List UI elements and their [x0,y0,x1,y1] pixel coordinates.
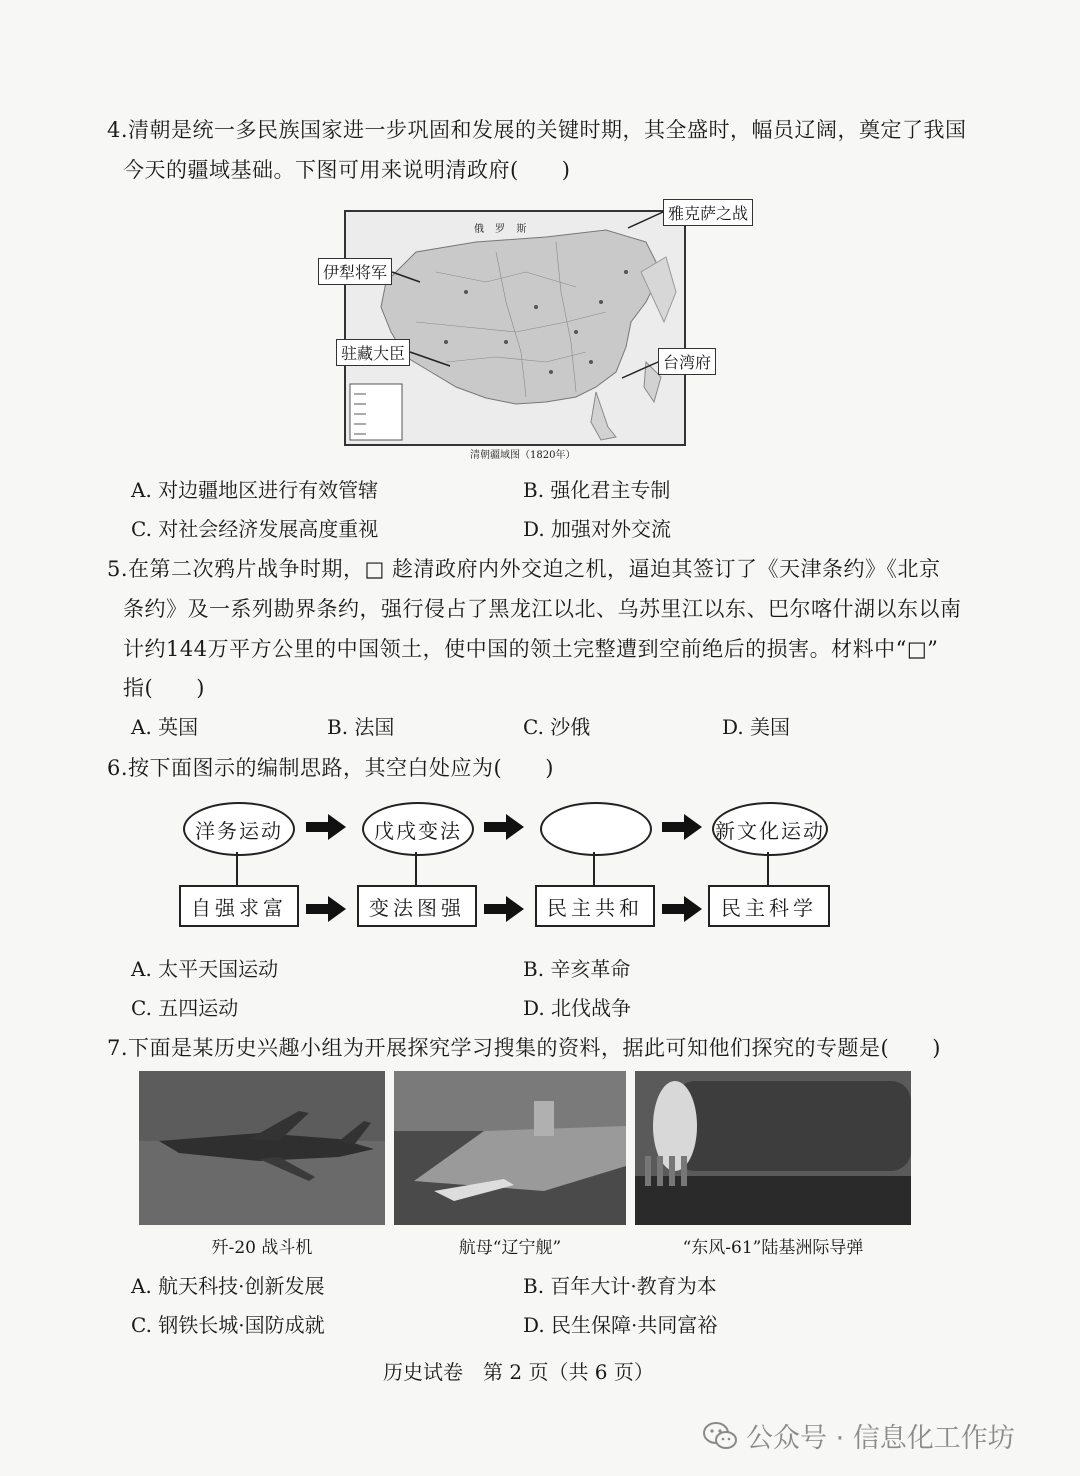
photo-j20-fighter [139,1071,385,1225]
flow-oval-2: 戊戌变法 [362,802,474,856]
q5-stem-line4: 指( ) [123,676,205,700]
q7-option-a[interactable]: A. 航天科技·创新发展 [131,1274,325,1298]
map-label-taiwan: 台湾府 [658,348,716,375]
q4-option-b[interactable]: B. 强化君主专制 [523,478,671,502]
q5-option-d[interactable]: D. 美国 [722,715,791,739]
map-pointer-lines [0,0,1080,470]
q4-stem-line1: 4.清朝是统一多民族国家进一步巩固和发展的关键时期，其全盛时，幅员辽阔，奠定了我国 [107,118,967,142]
watermark [702,1416,1015,1455]
watermark-text: 公众号 · 信息化工作坊 [746,1423,1015,1454]
flow-arrows [0,790,1080,940]
q6-option-a[interactable]: A. 太平天国运动 [131,957,279,981]
q5-stem-line2: 条约》及一系列勘界条约，强行侵占了黑龙江以北、乌苏里江以东、巴尔喀什湖以东以南 [123,597,962,621]
q5-stem-line1: 5.在第二次鸦片战争时期，□ 趁清政府内外交迫之机，逼迫其签订了《天津条约》《北京 [107,557,941,581]
flow-oval-1: 洋务运动 [183,802,295,856]
page-footer: 历史试卷 第 2 页（共 6 页） [383,1360,654,1384]
arrow-right-icon [662,896,702,922]
caption-df61: “东风-61”陆基洲际导弹 [682,1238,864,1258]
map-label-tibet: 驻藏大臣 [336,339,410,366]
arrow-right-icon [306,814,346,840]
q5-option-c[interactable]: C. 沙俄 [523,715,591,739]
flow-box-2: 变法图强 [357,885,477,927]
map-label-ili: 伊犁将军 [318,258,392,285]
q4-option-a[interactable]: A. 对边疆地区进行有效管辖 [131,478,379,502]
q7-option-d[interactable]: D. 民生保障·共同富裕 [523,1313,718,1337]
flow-box-4: 民主科学 [708,885,830,927]
q4-stem-line2: 今天的疆域基础。下图可用来说明清政府( ) [123,158,571,182]
caption-liaoning: 航母“辽宁舰” [458,1238,562,1258]
q4-option-d[interactable]: D. 加强对外交流 [523,517,672,541]
q5-option-b[interactable]: B. 法国 [327,715,395,739]
q7-option-c[interactable]: C. 钢铁长城·国防成就 [131,1313,325,1337]
photo-df61-missile [635,1071,911,1225]
q5-option-a[interactable]: A. 英国 [131,715,199,739]
arrow-right-icon [484,896,524,922]
q6-option-c[interactable]: C. 五四运动 [131,996,239,1020]
q4-option-c[interactable]: C. 对社会经济发展高度重视 [131,517,379,541]
map-caption: 清朝疆域图（1820年） [470,450,576,461]
arrow-right-icon [484,814,524,840]
caption-j20: 歼-20 战斗机 [211,1238,313,1258]
arrow-right-icon [306,896,346,922]
q7-option-b[interactable]: B. 百年大计·教育为本 [523,1274,717,1298]
photo-liaoning-carrier [394,1071,626,1225]
wechat-icon [702,1421,738,1451]
q7-stem: 7.下面是某历史兴趣小组为开展探究学习搜集的资料，据此可知他们探究的专题是( ) [107,1036,941,1060]
flow-box-1: 自强求富 [179,885,299,927]
q6-option-b[interactable]: B. 辛亥革命 [523,957,631,981]
flow-oval-4: 新文化运动 [712,802,828,856]
arrow-right-icon [662,814,702,840]
flow-box-3: 民主共和 [535,885,655,927]
q6-option-d[interactable]: D. 北伐战争 [523,996,632,1020]
q6-stem: 6.按下面图示的编制思路，其空白处应为( ) [107,756,554,780]
map-label-yaksa: 雅克萨之战 [663,199,753,226]
q5-stem-line3: 计约144万平方公里的中国领土，使中国的领土完整遭到空前绝后的损害。材料中“□” [123,637,939,661]
map-top-label: 俄 罗 斯 [474,224,531,235]
